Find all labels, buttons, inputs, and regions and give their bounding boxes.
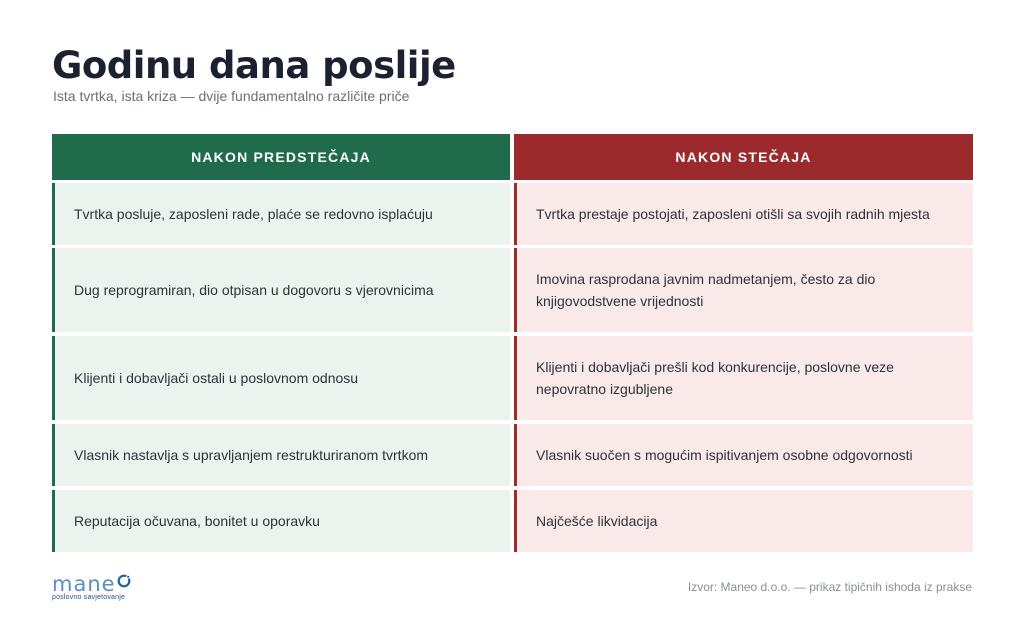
cell-text: Klijenti i dobavljači ostali u poslovnom odnosu — [74, 370, 359, 386]
table-cell-predstecaj — [52, 183, 510, 245]
column-header-stecaj: NAKON STEČAJA — [514, 134, 973, 180]
logo-wordmark: mane — [52, 572, 116, 596]
maneo-logo — [52, 572, 142, 604]
cell-text: Vlasnik nastavlja s upravljanjem restrukturiranom tvrtkom — [74, 447, 429, 463]
table-cell-predstecaj — [52, 336, 510, 420]
table-cell-stecaj — [514, 424, 973, 486]
table-cell-predstecaj — [52, 490, 510, 552]
page-subtitle: Ista tvrtka, ista kriza — dvije fundamentalno različite priče — [53, 88, 410, 104]
cell-text: Klijenti i dobavljači prešli kod konkurencije, poslovne veze nepovratno izgubljene — [536, 359, 894, 397]
logo-o-mark-icon — [117, 574, 131, 588]
cell-text: Reputacija očuvana, bonitet u oporavku — [74, 513, 320, 529]
source-note: Izvor: Maneo d.o.o. — prikaz tipičnih ishoda iz prakse — [687, 580, 972, 594]
cell-text: Dug reprogramiran, dio otpisan u dogovoru s vjerovnicima — [74, 282, 434, 298]
table-cell-stecaj — [514, 183, 973, 245]
table-cell-predstecaj — [52, 424, 510, 486]
cell-text: Tvrtka posluje, zaposleni rade, plaće se redovno isplaćuju — [74, 206, 433, 222]
page-title: Godinu dana poslije — [52, 44, 456, 87]
logo-tagline: poslovno savjetovanje — [52, 594, 126, 601]
table-cell-stecaj — [514, 248, 973, 332]
cell-text: Tvrtka prestaje postojati, zaposleni otišli sa svojih radnih mjesta — [536, 206, 930, 222]
cell-text: Najčešće likvidacija — [536, 513, 658, 529]
column-header-predstecaj: NAKON PREDSTEČAJA — [52, 134, 510, 180]
cell-text: Vlasnik suočen s mogućim ispitivanjem osobne odgovornosti — [536, 447, 913, 463]
cell-text: Imovina rasprodana javnim nadmetanjem, često za dio knjigovodstvene vrijednosti — [536, 271, 876, 309]
table-cell-predstecaj — [52, 248, 510, 332]
table-cell-stecaj — [514, 490, 973, 552]
table-cell-stecaj — [514, 336, 973, 420]
